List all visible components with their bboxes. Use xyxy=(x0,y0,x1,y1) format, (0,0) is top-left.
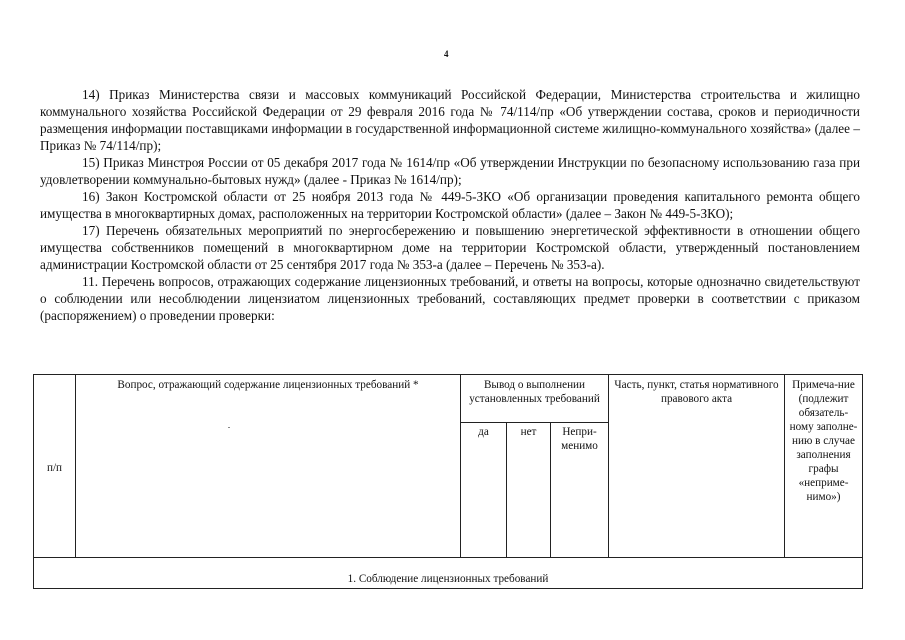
paragraph-item-17: 17) Перечень обязательных мероприятий по энергосбережению и повышению энергетической эффективности в отношении общего имущества собственников помещений в многоквартирном доме на территории Костромской области, утвержденный постановлением администрации Костромской области от 25 сентября 2017 года № 353-а (далее – Перечень № 353-а). xyxy=(40,223,860,272)
table-section-row xyxy=(34,558,863,589)
header-question: Вопрос, отражающий содержание лицензионных требований * xyxy=(76,375,461,558)
paragraph-item-14: 14) Приказ Министерства связи и массовых коммуникаций Российской Федерации, Министерства строительства и жилищно коммунального хозяйства Российской Федерации от 29 февраля 2016 года № 74/114/пр «Об утверждении состава, сроков и периодичности размещения информации поставщиками информации в государственной информационной системе жилищно-коммунального хозяйства» (далее – Приказ № 74/114/пр); xyxy=(40,87,860,153)
header-no: нет xyxy=(507,423,551,558)
page-number: 4 xyxy=(444,49,449,59)
table-header-row xyxy=(34,375,863,423)
section-title: 1. Соблюдение лицензионных требований xyxy=(34,558,863,589)
licensing-requirements-table xyxy=(33,374,863,589)
header-yes: да xyxy=(461,423,507,558)
header-note: Примеча-ние (подлежит обязатель-ному заполне-нию в случае заполнения графы «неприме-нимо») xyxy=(785,375,863,558)
header-num: п/п xyxy=(34,375,76,558)
document-body xyxy=(40,86,860,324)
header-not-applicable: Непри-менимо xyxy=(551,423,609,558)
header-legal-act: Часть, пункт, статья нормативного правового акта xyxy=(609,375,785,558)
paragraph-item-16: 16) Закон Костромской области от 25 ноября 2013 года № 449-5-ЗКО «Об организации проведения капитального ремонта общего имущества в многоквартирных домах, расположенных на территории Костромской области» (далее – Закон № 449-5-ЗКО); xyxy=(40,189,860,221)
header-conclusion: Вывод о выполнении установленных требований xyxy=(461,375,609,423)
scan-speck xyxy=(228,427,230,428)
paragraph-item-15: 15) Приказ Минстроя России от 05 декабря 2017 года № 1614/пр «Об утверждении Инструкции по безопасному использованию газа при удовлетворении коммунально-бытовых нужд» (далее - Приказ № 1614/пр); xyxy=(40,155,860,187)
paragraph-section-11: 11. Перечень вопросов, отражающих содержание лицензионных требований, и ответы на вопросы, которые однозначно свидетельствуют о соблюдении или несоблюдении лицензиатом лицензионных требований, составляющих предмет проверки в соответствии с приказом (распоряжением) о проведении проверки: xyxy=(40,274,860,323)
